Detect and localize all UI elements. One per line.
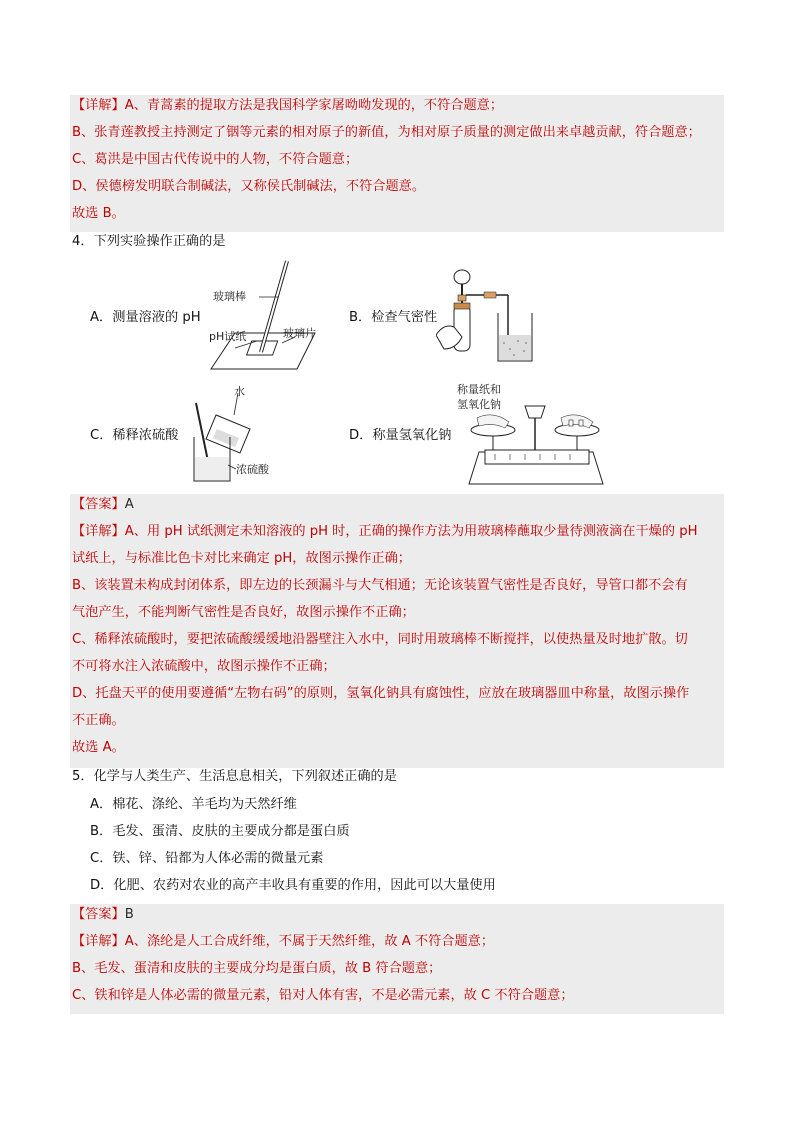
explanation-line: 不可将水注入浓硫酸中，故图示操作不正确； — [72, 659, 336, 674]
explanation-line: D、侯德榜发明联合制碱法，又称侯氏制碱法，不符合题意。 — [72, 179, 426, 194]
ph-paper-label: pH试纸 — [209, 330, 247, 343]
q5-option-c: C．铁、锌、铅都为人体必需的微量元素 — [90, 851, 324, 866]
q5-option-b: B．毛发、蛋清、皮肤的主要成分都是蛋白质 — [90, 824, 350, 839]
explain-tag: 【详解】 — [72, 934, 125, 949]
glass-rod-label: 玻璃棒 — [213, 290, 246, 303]
explanation-line: 【详解】A、青蒿素的提取方法是我国科学家屠呦呦发现的，不符合题意； — [72, 98, 504, 113]
explanation-line: C、葛洪是中国古代传说中的人物，不符合题意； — [72, 152, 359, 167]
balance-figure — [455, 382, 615, 488]
explanation-line: B、毛发、蛋清和皮肤的主要成分均是蛋白质，故 B 符合题意； — [72, 961, 442, 976]
explanation-line: B、该装置未构成封闭体系，即左边的长颈漏斗与大气相通；无论该装置气密性是否良好，导管口都不会有 — [72, 578, 688, 593]
explanation-line: 【详解】A、用 pH 试纸测定未知溶液的 pH 时，正确的操作方法为用玻璃棒蘸取少量待测液滴在干燥的 pH — [72, 524, 698, 539]
conc-acid-label: 浓硫酸 — [236, 463, 269, 476]
q5-option-d: D．化肥、农药对农业的高产丰收具有重要的作用，因此可以大量使用 — [90, 878, 496, 893]
answer-line — [72, 906, 134, 924]
explanation-line: 不正确。 — [72, 713, 125, 728]
explain-tag: 【详解】 — [72, 524, 125, 539]
explanation-line: 气泡产生，不能判断气密性是否良好，故图示操作不正确； — [72, 605, 415, 620]
water-label: 水 — [234, 385, 245, 398]
answer-tag: 【答案】 — [72, 497, 125, 512]
q5-option-a: A．棉花、涤纶、羊毛均为天然纤维 — [90, 797, 297, 812]
question-4-stem: 4．下列实验操作正确的是 — [72, 234, 226, 249]
answer-tag: 【答案】 — [72, 907, 125, 922]
explanation-line: C、稀释浓硫酸时，要把浓硫酸缓缓地沿器壁注入水中，同时用玻璃棒不断搅拌，以使热量及时地扩散。切 — [72, 632, 688, 647]
airtightness-figure — [436, 265, 546, 365]
weigh-note-line2: 氢氧化钠 — [457, 398, 501, 411]
answer-line — [72, 496, 134, 514]
q4-option-d: D．称量氢氧化钠 — [349, 428, 452, 443]
glass-slide-label: 玻璃片 — [283, 327, 316, 340]
dilute-acid-figure — [188, 385, 298, 487]
explanation-line: 【详解】A、涤纶是人工合成纤维，不属于天然纤维，故 A 不符合题意； — [72, 934, 495, 949]
weigh-note-line1: 称量纸和 — [457, 383, 501, 396]
answer-value: B — [124, 907, 134, 922]
q4-option-b: B．检查气密性 — [349, 310, 438, 325]
explanation-line: B、张青莲教授主持测定了铟等元素的相对原子的新值，为相对原子质量的测定做出来卓越贡献，符合题意； — [72, 125, 701, 140]
explanation-line: C、铁和锌是人体必需的微量元素，铅对人体有害，不是必需元素，故 C 不符合题意； — [72, 988, 574, 1003]
explanation-line: 试纸上，与标准比色卡对比来确定 pH，故图示操作正确； — [72, 551, 411, 566]
q4-option-a: A．测量溶液的 pH — [90, 310, 201, 325]
explanation-line: D、托盘天平的使用要遵循“左物右码”的原则，氢氧化钠具有腐蚀性，应放在玻璃器皿中称量，故图示操作 — [72, 686, 690, 701]
explain-tag: 【详解】 — [72, 98, 125, 113]
q4-option-c: C．稀释浓硫酸 — [90, 428, 179, 443]
answer-value: A — [124, 497, 134, 512]
question-5-stem: 5．化学与人类生产、生活息息相关，下列叙述正确的是 — [72, 769, 397, 784]
explanation-line: 故选 A。 — [72, 740, 125, 755]
explanation-line: 故选 B。 — [72, 206, 125, 221]
ph-test-figure — [205, 255, 330, 377]
